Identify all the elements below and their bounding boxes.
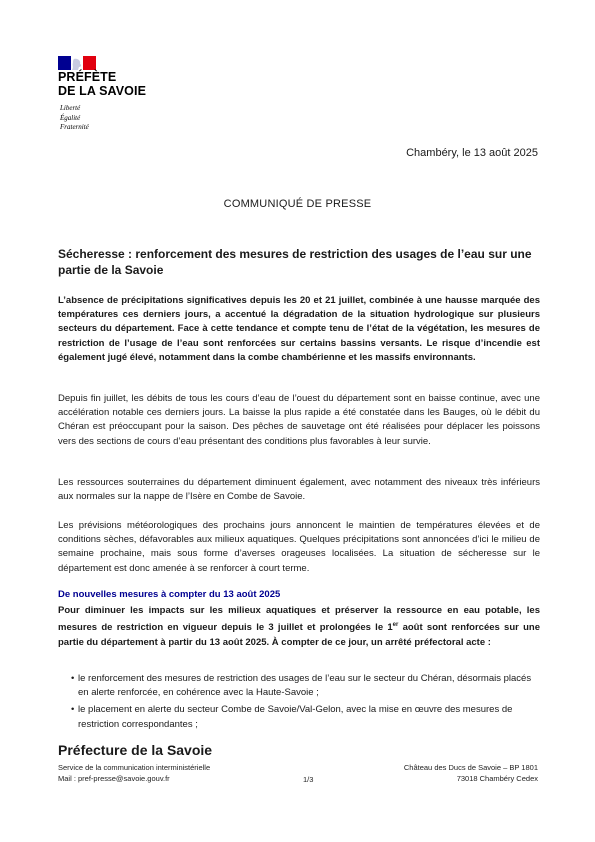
list-item-text: le placement en alerte du secteur Combe de Savoie/Val-Gelon, avec la mise en œuvre des mesures de restriction correspondantes ; — [78, 704, 513, 730]
address-line-1: Château des Ducs de Savoie – BP 1801 — [403, 763, 538, 772]
motto-liberte: Liberté — [60, 104, 81, 112]
footer-contact — [58, 762, 210, 784]
bullet-icon: • — [71, 704, 75, 716]
measures-list — [58, 672, 540, 735]
section-lead-part-2: août sont renforcées sur une partie du département à partir du 13 août 2025. À compter de ce jour, un arrêté préfectoral acte : — [58, 622, 540, 648]
section-title: De nouvelles mesures à compter du 13 août 2025 — [58, 589, 281, 600]
motto-fraternite: Fraternité — [60, 123, 89, 131]
institution-name — [58, 70, 146, 98]
document-type: COMMUNIQUÉ DE PRESSE — [223, 198, 372, 210]
marianne-flag-logo — [58, 56, 96, 70]
footer-service: Service de la communication interministérielle — [58, 763, 211, 772]
footer-address — [404, 762, 538, 784]
marianne-profile-icon — [69, 58, 85, 70]
paragraph-river-flows: Depuis fin juillet, les débits de tous les cours d’eau de l’ouest du département sont en baisse continue, avec une accélération notable ces derniers jours. La baisse la plus rapide a été constatée dans les Bauges, où le débit du Chéran est préoccupant pour la saison. Des pêches de sauvetage ont été réalisées pour déplacer les poissons vers des sections de cours d’eau présentant des conditions plus favorables à leur survie. — [58, 393, 540, 447]
headline: Sécheresse : renforcement des mesures de restriction des usages de l’eau sur une partie de la Savoie — [58, 247, 532, 277]
institution-line-1: PRÉFÈTE — [58, 70, 117, 84]
address-line-2: 73018 Chambéry Cedex — [456, 774, 538, 783]
dateline: Chambéry, le 13 août 2025 — [406, 147, 538, 159]
section-lead-superscript: er — [392, 622, 399, 629]
section-lead — [58, 604, 540, 650]
intro-paragraph: L’absence de précipitations significatives depuis les 20 et 21 juillet, combinée à une hausse marquée des températures ces derniers jours, a accentué la dégradation de la situation hydrologique sur plusieurs secteurs du département. Face à cette tendance et compte tenu de l’état de la végétation, les mesures de restriction de l’usage de l’eau sont renforcées sur certains bassins versants. Le risque d’incendie est également jugé élevé, notamment dans la combe chambérienne et les massifs environnants. — [58, 295, 540, 363]
paragraph-groundwater: Les ressources souterraines du département diminuent également, avec notamment des niveaux très inférieurs aux normales sur la nappe de l’Isère en Combe de Savoie. — [58, 477, 540, 503]
paragraph-forecast: Les prévisions météorologiques des prochains jours annoncent le maintien de températures élevées et de conditions sèches, défavorables aux milieux aquatiques. Quelques précipitations sont annoncées d’ici le milieu de semaine prochaine, mais sous forme d’averses orageuses localisées. La situation de sécheresse sur le département est donc amenée à se renforcer à court terme. — [58, 520, 540, 574]
list-item — [58, 703, 540, 731]
list-item-text: le renforcement des mesures de restriction des usages de l’eau sur le secteur du Chéran, désormais placés en alerte renforcée, en cohérence avec la Haute-Savoie ; — [78, 673, 532, 699]
footer-title: Préfecture de la Savoie — [58, 742, 213, 758]
footer-mail[interactable]: Mail : pref-presse@savoie.gouv.fr — [58, 774, 170, 783]
bullet-icon: • — [71, 673, 75, 684]
institution-line-2: DE LA SAVOIE — [58, 84, 147, 98]
page-number: 1/3 — [303, 775, 314, 784]
section-lead-part-1: Pour diminuer les impacts sur les milieux aquatiques et préserver la ressource en eau potable, les mesures de restriction en vigueur depuis le 3 juillet et prolongées le 1 — [58, 605, 540, 634]
motto-egalite: Égalité — [60, 113, 81, 122]
republic-motto — [60, 104, 89, 133]
list-item — [58, 672, 540, 700]
